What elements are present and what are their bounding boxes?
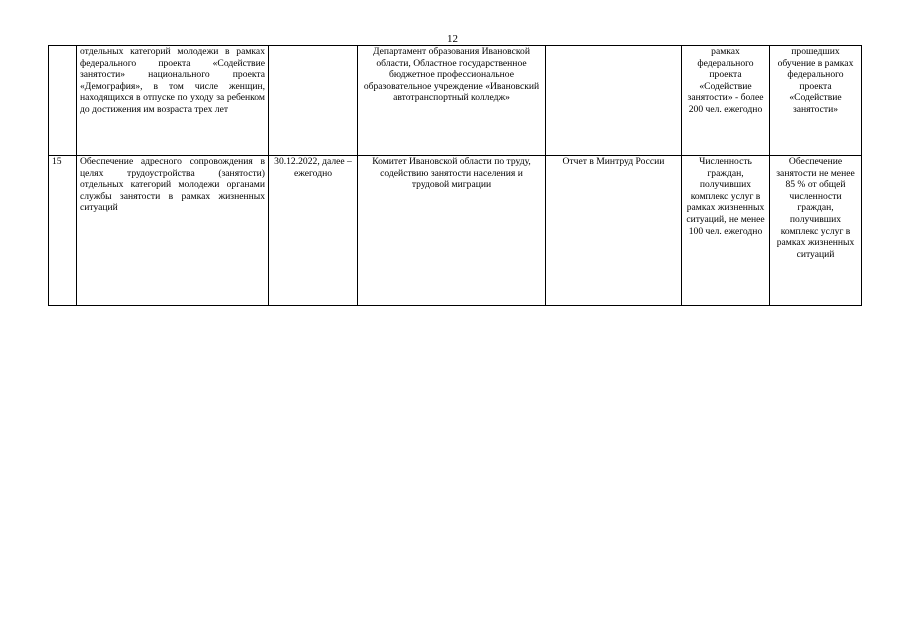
indicator-cell: рамках федерального проекта «Содействие занятости» - более 200 чел. ежегодно [682,46,770,156]
page-number: 12 [447,33,458,45]
result-cell: прошедших обучение в рамках федерального проекта «Содействие занятости» [770,46,862,156]
action-cell: Обеспечение адресного сопровождения в целях трудоустройства (занятости) отдельных категорий молодежи органами службы занятости в рамках жизненных ситуаций [77,156,269,306]
result-cell: Обеспечение занятости не менее 85 % от общей численности граждан, получивших комплекс услуг в рамках жизненных ситуаций [770,156,862,306]
action-plan-table [48,45,862,306]
report-form-cell [546,46,682,156]
responsible-cell: Комитет Ивановской области по труду, содействию занятости населения и трудовой миграции [358,156,546,306]
responsible-cell: Департамент образования Ивановской области, Областное государственное бюджетное профессиональное образовательное учреждение «Ивановский автотранспортный колледж» [358,46,546,156]
action-cell: отдельных категорий молодежи в рамках федерального проекта «Содействие занятости» национального проекта «Демография», в том числе женщин, находящихся в отпуске по уходу за ребенком до достижения им возраста трех лет [77,46,269,156]
report-form-cell: Отчет в Минтруд России [546,156,682,306]
row-number-cell [49,46,77,156]
indicator-cell: Численность граждан, получивших комплекс услуг в рамках жизненных ситуаций, не менее 100 чел. ежегодно [682,156,770,306]
deadline-cell: 30.12.2022, далее – ежегодно [269,156,358,306]
deadline-cell [269,46,358,156]
table-row [49,46,862,156]
row-number-cell: 15 [49,156,77,306]
table-row [49,156,862,306]
